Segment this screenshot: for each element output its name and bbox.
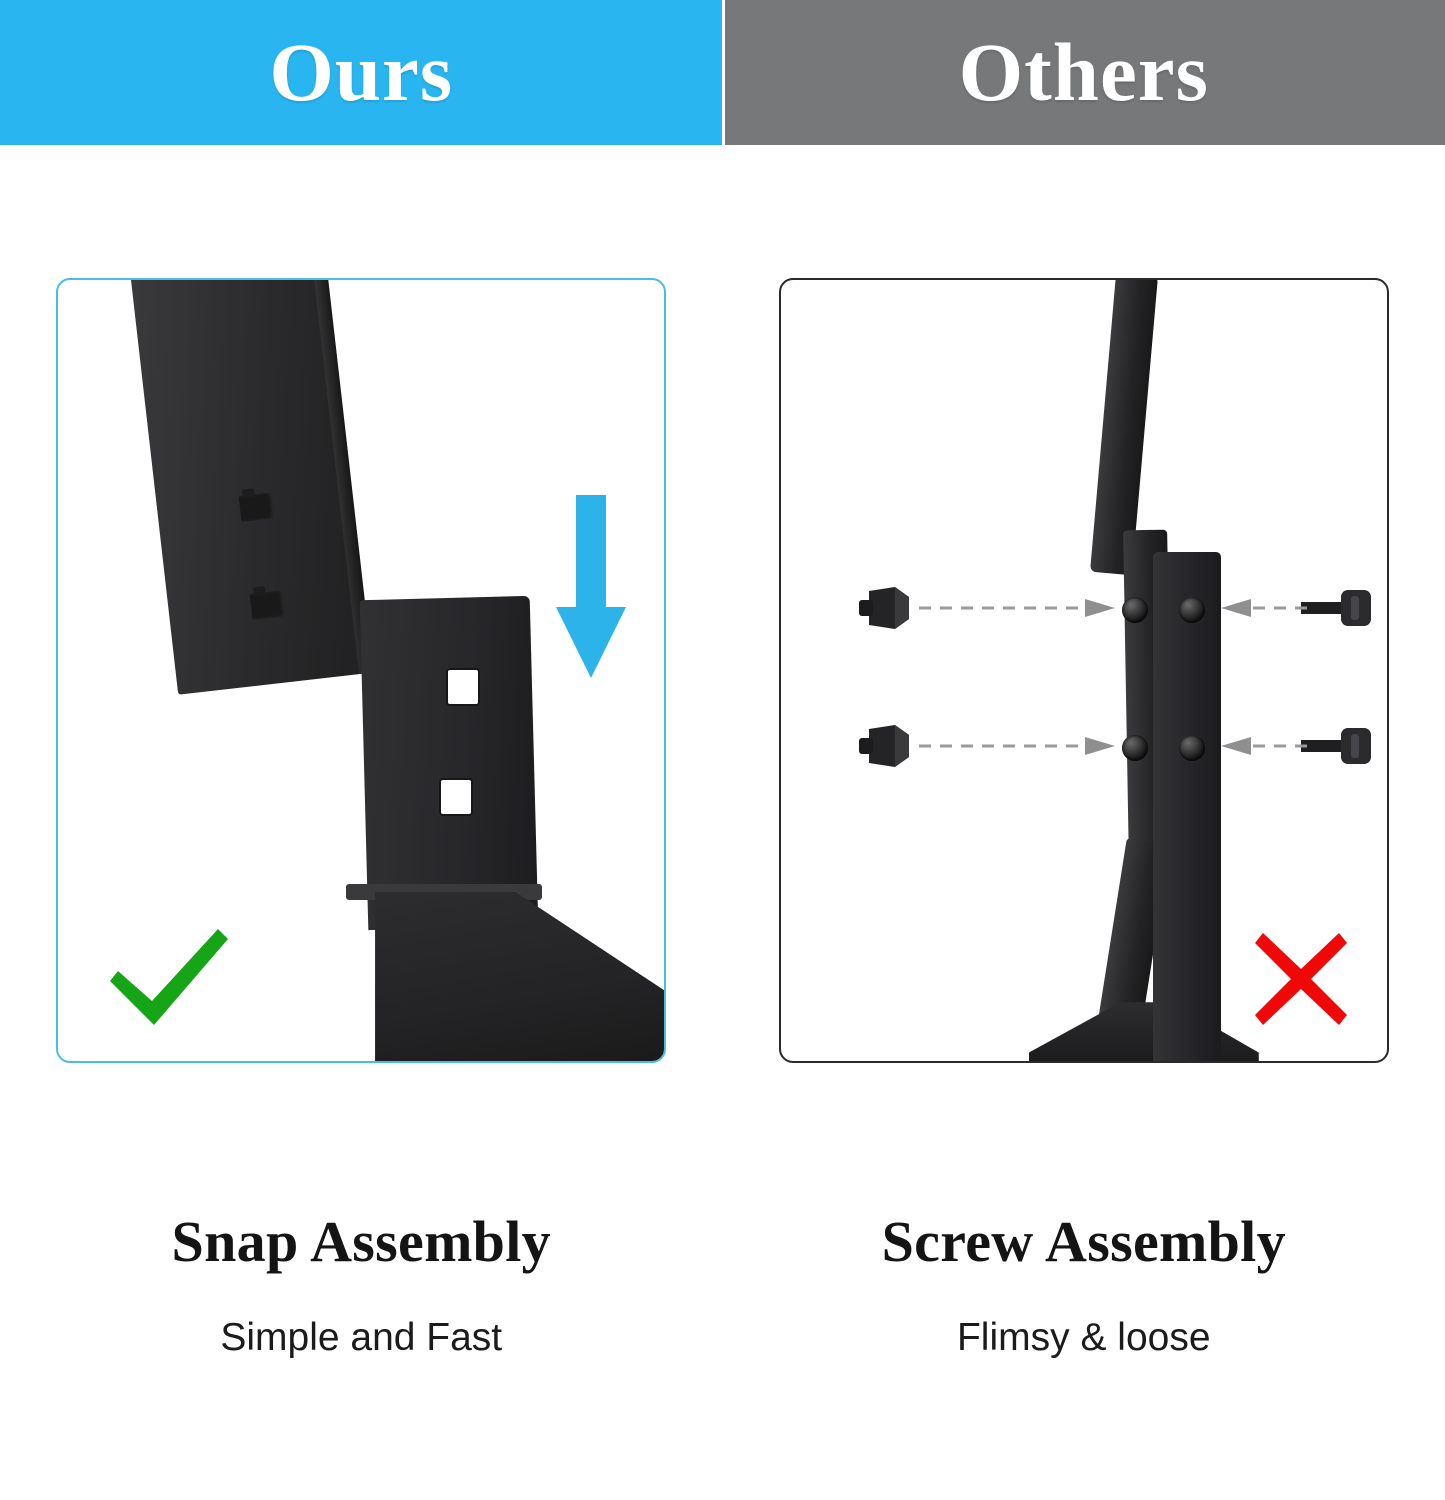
snap-slot-lower (441, 780, 471, 814)
bolt-lower (1301, 726, 1373, 766)
panel-ours-caption-sub: Simple and Fast (220, 1316, 503, 1360)
panel-others-caption-title: Screw Assembly (881, 1209, 1286, 1275)
panel-others-header-label: Others (958, 26, 1209, 118)
snap-slot-upper (448, 670, 478, 704)
panel-ours-illustration-card (56, 278, 666, 1063)
snap-bracket-lower (360, 596, 539, 930)
screw-mounting-plate (1153, 552, 1221, 1061)
screw-hole-bottom-right (1179, 735, 1205, 761)
stand-foot (1029, 998, 1259, 1061)
stand-foot (346, 892, 664, 1061)
panel-ours-header-label: Ours (269, 26, 454, 118)
nut-upper (859, 585, 917, 631)
bolt-upper (1301, 588, 1373, 628)
panel-others-illustration-card (779, 278, 1389, 1063)
panel-ours-caption-title: Snap Assembly (171, 1209, 551, 1275)
dashed-arrow-icon (919, 735, 1119, 757)
panel-ours-header (0, 0, 723, 145)
dashed-arrow-icon (1221, 597, 1307, 619)
down-arrow-icon (554, 495, 628, 680)
panel-ours-captions (0, 1209, 723, 1360)
nut-lower (859, 723, 917, 769)
panel-divider (722, 0, 725, 1500)
panel-others-captions (723, 1209, 1445, 1360)
screw-hole-bottom-left (1122, 735, 1148, 761)
dashed-arrow-icon (919, 597, 1119, 619)
panel-others (723, 0, 1445, 1500)
dashed-arrow-icon (1221, 735, 1307, 757)
cross-icon (1249, 927, 1353, 1031)
screw-hole-top-left (1122, 597, 1148, 623)
panel-others-header (723, 0, 1445, 145)
panel-others-caption-sub: Flimsy & loose (956, 1316, 1211, 1360)
snap-tab-upper (239, 492, 276, 522)
snap-tab-lower (250, 590, 287, 620)
check-icon (102, 923, 234, 1033)
screw-hole-top-right (1179, 597, 1205, 623)
snap-plate-upper (129, 280, 373, 695)
